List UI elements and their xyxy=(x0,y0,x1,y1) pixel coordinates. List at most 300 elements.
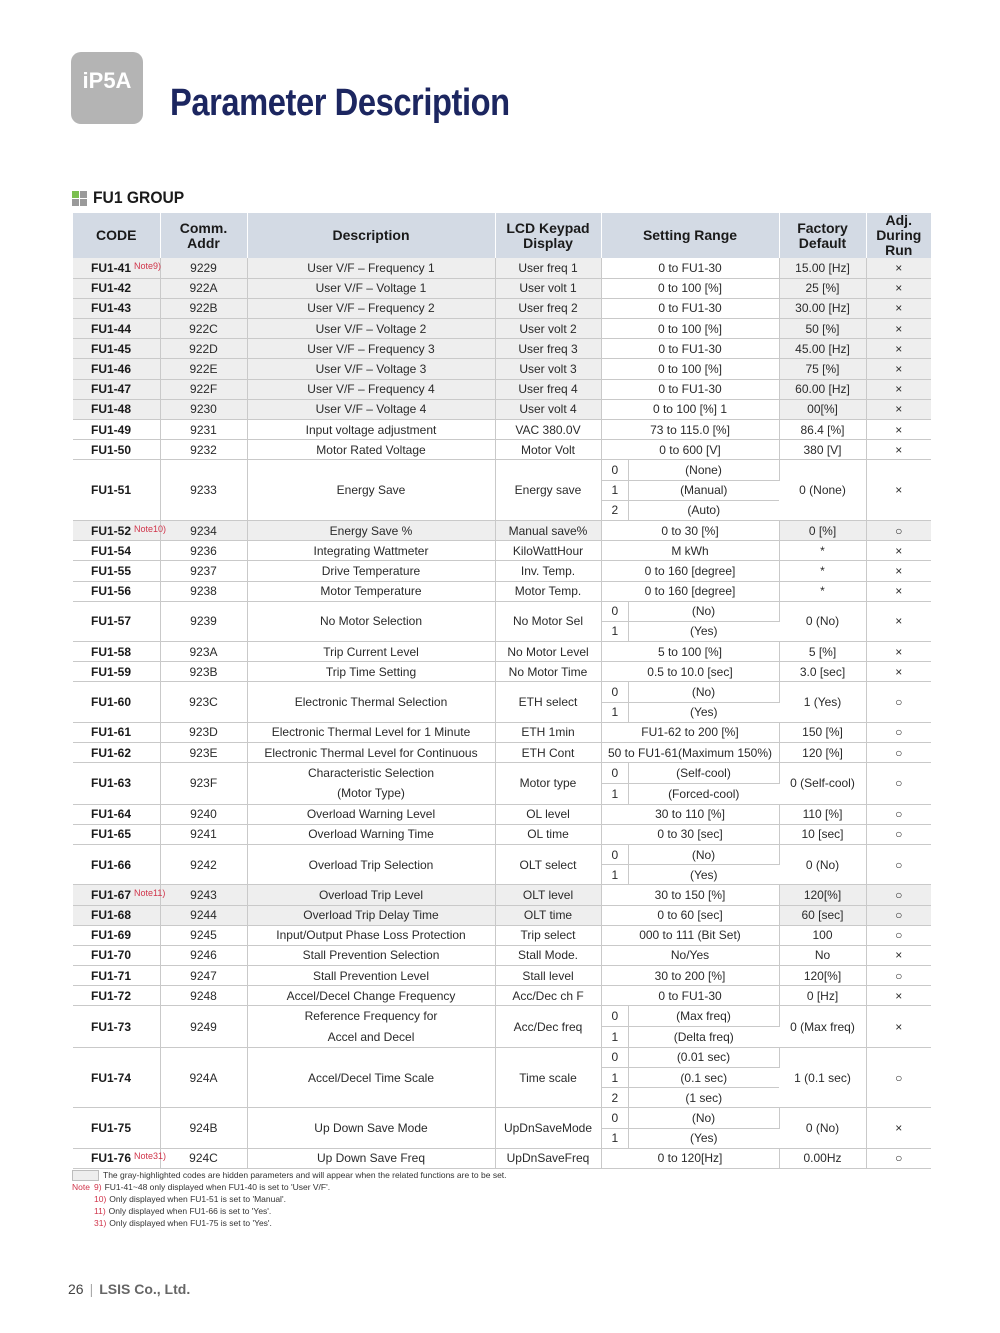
gray-swatch xyxy=(72,1170,99,1181)
note-label xyxy=(72,1205,94,1217)
description-line: Electronic Thermal Level for 1 Minute xyxy=(271,725,471,740)
table-row xyxy=(73,520,931,540)
adj-during-run: × xyxy=(866,258,931,278)
description xyxy=(247,258,495,278)
option-label: (Forced-cool) xyxy=(628,783,779,804)
description-line: Overload Trip Level xyxy=(318,887,424,902)
param-code xyxy=(73,945,160,965)
comm-addr: 9247 xyxy=(160,966,247,986)
description xyxy=(247,1047,495,1108)
note-text: FU1-41~48 only displayed when FU1-40 is set to 'User V/F'. xyxy=(104,1182,331,1192)
table-row xyxy=(73,460,931,480)
adj-during-run: × xyxy=(866,420,931,440)
table-row xyxy=(73,420,931,440)
comm-addr: 9234 xyxy=(160,520,247,540)
table-header-row xyxy=(73,213,931,258)
table-row xyxy=(73,1047,931,1067)
description-line: Overload Warning Level xyxy=(306,807,436,822)
code-text: FU1-76 xyxy=(91,1151,132,1166)
code-text: FU1-69 xyxy=(91,928,132,943)
parameter-table xyxy=(73,213,931,1169)
note-number: 11) xyxy=(94,1206,106,1216)
description-line: Energy Save xyxy=(336,483,406,498)
lcd-display: Stall Mode. xyxy=(495,945,601,965)
factory-default: 0 (None) xyxy=(779,460,866,521)
option-label: (Delta freq) xyxy=(628,1027,779,1048)
option-value: 1 xyxy=(601,1128,628,1148)
code-text: FU1-63 xyxy=(91,776,132,791)
description-line: Electronic Thermal Level for Continuous xyxy=(264,745,478,760)
adj-during-run: ○ xyxy=(866,743,931,763)
table-row xyxy=(73,1148,931,1168)
table-row xyxy=(73,541,931,561)
param-code xyxy=(73,278,160,298)
param-code xyxy=(73,601,160,641)
lcd-display: Time scale xyxy=(495,1047,601,1108)
comm-addr: 922C xyxy=(160,319,247,339)
factory-default: 50 [%] xyxy=(779,319,866,339)
table-row xyxy=(73,642,931,662)
comm-addr: 9236 xyxy=(160,541,247,561)
table-row xyxy=(73,339,931,359)
code-text: FU1-57 xyxy=(91,614,132,629)
code-text: FU1-54 xyxy=(91,543,132,558)
adj-during-run: × xyxy=(866,440,931,460)
setting-range: 0 to 100 [%] xyxy=(601,359,779,379)
comm-addr: 9248 xyxy=(160,986,247,1006)
header-comm-addr: Comm. Addr xyxy=(160,213,247,258)
adj-during-run: ○ xyxy=(866,682,931,722)
comm-addr: 9249 xyxy=(160,1006,247,1047)
comm-addr: 9238 xyxy=(160,581,247,601)
adj-during-run: ○ xyxy=(866,763,931,804)
factory-default: 5 [%] xyxy=(779,642,866,662)
lcd-display: Acc/Dec ch F xyxy=(495,986,601,1006)
description-line: User V/F – Frequency 3 xyxy=(307,341,435,356)
factory-default: 10 [sec] xyxy=(779,824,866,844)
setting-range: 30 to 150 [%] xyxy=(601,885,779,905)
param-code xyxy=(73,743,160,763)
setting-range: 0 to 60 [sec] xyxy=(601,905,779,925)
description xyxy=(247,561,495,581)
factory-default: 86.4 [%] xyxy=(779,420,866,440)
table-row xyxy=(73,905,931,925)
header-factory-default: Factory Default xyxy=(779,213,866,258)
footer-separator: | xyxy=(89,1281,94,1297)
description-line: Input voltage adjustment xyxy=(305,422,437,437)
setting-range: 30 to 110 [%] xyxy=(601,804,779,824)
description-line: User V/F – Frequency 1 xyxy=(307,260,435,275)
factory-default: 150 [%] xyxy=(779,722,866,742)
code-text: FU1-62 xyxy=(91,745,132,760)
factory-default: 15.00 [Hz] xyxy=(779,258,866,278)
description-line: Trip Time Setting xyxy=(325,664,417,679)
description xyxy=(247,278,495,298)
legend-text: The gray-highlighted codes are hidden parameters and will appear when the related functions are to be set. xyxy=(103,1170,507,1180)
lcd-display: Motor Temp. xyxy=(495,581,601,601)
setting-range: 0 to 160 [degree] xyxy=(601,581,779,601)
lcd-display: User freq 1 xyxy=(495,258,601,278)
option-value: 0 xyxy=(601,1108,628,1128)
code-text: FU1-65 xyxy=(91,827,132,842)
adj-during-run: ○ xyxy=(866,722,931,742)
table-row xyxy=(73,763,931,784)
header-lcd-display: LCD Keypad Display xyxy=(495,213,601,258)
param-code xyxy=(73,339,160,359)
description-line: Accel/Decel Time Scale xyxy=(307,1070,435,1085)
setting-range: No/Yes xyxy=(601,945,779,965)
param-code xyxy=(73,399,160,419)
description xyxy=(247,986,495,1006)
code-text: FU1-72 xyxy=(91,988,132,1003)
note-reference: Note31) xyxy=(134,1151,167,1162)
param-code xyxy=(73,258,160,278)
comm-addr: 9229 xyxy=(160,258,247,278)
lcd-display: Energy save xyxy=(495,460,601,521)
note-number: 10) xyxy=(94,1194,107,1204)
description-line: Stall Prevention Level xyxy=(312,968,430,983)
code-text: FU1-67 xyxy=(91,887,132,902)
adj-during-run: ○ xyxy=(866,1148,931,1168)
header-code: CODE xyxy=(73,213,160,258)
comm-addr: 9244 xyxy=(160,905,247,925)
lcd-display: OL level xyxy=(495,804,601,824)
description xyxy=(247,359,495,379)
option-value: 1 xyxy=(601,1068,628,1088)
description xyxy=(247,581,495,601)
adj-during-run: × xyxy=(866,1108,931,1148)
adj-during-run: ○ xyxy=(866,1047,931,1108)
param-code xyxy=(73,925,160,945)
factory-default: 3.0 [sec] xyxy=(779,662,866,682)
param-code xyxy=(73,885,166,905)
comm-addr: 923D xyxy=(160,722,247,742)
table-row xyxy=(73,804,931,824)
setting-range: FU1-62 to 200 [%] xyxy=(601,722,779,742)
lcd-display: KiloWattHour xyxy=(495,541,601,561)
group-heading xyxy=(72,188,192,208)
lcd-display: VAC 380.0V xyxy=(495,420,601,440)
description-line: Up Down Save Mode xyxy=(314,1121,428,1136)
lcd-display: User volt 1 xyxy=(495,278,601,298)
adj-during-run: × xyxy=(866,662,931,682)
factory-default: 25 [%] xyxy=(779,278,866,298)
table-row xyxy=(73,722,931,742)
option-label: (None) xyxy=(628,460,779,480)
lcd-display: User volt 2 xyxy=(495,319,601,339)
description xyxy=(247,824,495,844)
factory-default: 110 [%] xyxy=(779,804,866,824)
code-text: FU1-43 xyxy=(91,301,132,316)
code-text: FU1-71 xyxy=(91,968,132,983)
option-value: 0 xyxy=(601,682,628,702)
table-row xyxy=(73,1006,931,1027)
option-value: 0 xyxy=(601,601,628,621)
lcd-display: ETH 1min xyxy=(495,722,601,742)
description xyxy=(247,1148,495,1168)
factory-default: * xyxy=(779,541,866,561)
option-value: 1 xyxy=(601,1027,628,1048)
description xyxy=(247,460,495,521)
comm-addr: 923B xyxy=(160,662,247,682)
option-label: (Yes) xyxy=(628,621,779,641)
description-line: Stall Prevention Selection xyxy=(302,948,440,963)
table-row xyxy=(73,824,931,844)
param-code xyxy=(73,359,160,379)
code-text: FU1-44 xyxy=(91,321,132,336)
option-label: (Self-cool) xyxy=(628,763,779,784)
factory-default: No xyxy=(779,945,866,965)
option-label: (Yes) xyxy=(628,865,779,885)
description-line: User V/F – Voltage 1 xyxy=(315,281,427,296)
option-value: 1 xyxy=(601,865,628,885)
comm-addr: 9230 xyxy=(160,399,247,419)
setting-range: M kWh xyxy=(601,541,779,561)
lcd-display: UpDnSaveFreq xyxy=(495,1148,601,1168)
table-row xyxy=(73,945,931,965)
adj-during-run: × xyxy=(866,561,931,581)
lcd-display: No Motor Time xyxy=(495,662,601,682)
page-footer xyxy=(68,1281,190,1297)
description xyxy=(247,885,495,905)
lcd-display: Motor Volt xyxy=(495,440,601,460)
description-line: Overload Warning Time xyxy=(308,827,434,842)
setting-range: 0 to FU1-30 xyxy=(601,986,779,1006)
code-text: FU1-47 xyxy=(91,382,132,397)
comm-addr: 9240 xyxy=(160,804,247,824)
factory-default: 120[%] xyxy=(779,966,866,986)
note-item xyxy=(72,1205,507,1217)
table-row xyxy=(73,440,931,460)
factory-default: 0 (Self-cool) xyxy=(779,763,866,804)
table-row xyxy=(73,743,931,763)
option-label: (Max freq) xyxy=(628,1006,779,1027)
table-row xyxy=(73,278,931,298)
header-description: Description xyxy=(247,213,495,258)
code-text: FU1-75 xyxy=(91,1121,132,1136)
option-value: 2 xyxy=(601,500,628,520)
comm-addr: 922B xyxy=(160,298,247,318)
description-line: User V/F – Frequency 4 xyxy=(307,382,435,397)
description-line: Accel and Decel xyxy=(327,1029,415,1044)
adj-during-run: × xyxy=(866,460,931,521)
factory-default: 0.00Hz xyxy=(779,1148,866,1168)
adj-during-run: ○ xyxy=(866,804,931,824)
setting-range: 0 to 30 [sec] xyxy=(601,824,779,844)
description xyxy=(247,319,495,339)
lcd-display: User freq 2 xyxy=(495,298,601,318)
description-line: User V/F – Voltage 4 xyxy=(315,402,427,417)
adj-during-run: × xyxy=(866,319,931,339)
option-value: 2 xyxy=(601,1088,628,1108)
page-title: Parameter Description xyxy=(170,82,510,124)
adj-during-run: ○ xyxy=(866,520,931,540)
code-text: FU1-55 xyxy=(91,563,132,578)
adj-during-run: × xyxy=(866,601,931,641)
lcd-display: OLT time xyxy=(495,905,601,925)
description xyxy=(247,743,495,763)
note-reference: Note10) xyxy=(134,523,167,534)
factory-default: 0 [Hz] xyxy=(779,986,866,1006)
header-adj-during-run: Adj. During Run xyxy=(866,213,931,258)
setting-range: 73 to 115.0 [%] xyxy=(601,420,779,440)
note-label: Note xyxy=(72,1182,90,1192)
description xyxy=(247,945,495,965)
product-badge: iP5A xyxy=(71,52,143,124)
setting-range: 0 to FU1-30 xyxy=(601,379,779,399)
option-value: 1 xyxy=(601,702,628,722)
table-row xyxy=(73,561,931,581)
option-value: 1 xyxy=(601,783,628,804)
setting-range: 0 to 100 [%] xyxy=(601,319,779,339)
adj-during-run: × xyxy=(866,986,931,1006)
param-code xyxy=(73,561,160,581)
description xyxy=(247,440,495,460)
factory-default: 120[%] xyxy=(779,885,866,905)
comm-addr: 9245 xyxy=(160,925,247,945)
param-code xyxy=(73,722,160,742)
description xyxy=(247,1006,495,1047)
setting-range: 0 to 600 [V] xyxy=(601,440,779,460)
option-label: (1 sec) xyxy=(628,1088,779,1108)
note-label xyxy=(72,1193,94,1205)
note-number: 31) xyxy=(94,1218,107,1228)
description-line: Electronic Thermal Selection xyxy=(294,695,448,710)
option-value: 0 xyxy=(601,1047,628,1067)
code-text: FU1-50 xyxy=(91,442,132,457)
note-reference: Note9) xyxy=(134,260,162,271)
setting-range: 000 to 111 (Bit Set) xyxy=(601,925,779,945)
description-line: Integrating Wattmeter xyxy=(313,543,429,558)
table-row xyxy=(73,319,931,339)
param-code xyxy=(73,420,160,440)
lcd-display: Stall level xyxy=(495,966,601,986)
table-row xyxy=(73,966,931,986)
factory-default: 0 (No) xyxy=(779,601,866,641)
code-text: FU1-61 xyxy=(91,725,132,740)
table-row xyxy=(73,986,931,1006)
param-code xyxy=(73,1047,160,1108)
param-code xyxy=(73,986,160,1006)
lcd-display: No Motor Level xyxy=(495,642,601,662)
table-row xyxy=(73,399,931,419)
adj-during-run: × xyxy=(866,642,931,662)
parameter-table-body xyxy=(73,258,931,1168)
description-line: User V/F – Voltage 3 xyxy=(315,362,427,377)
factory-default: 1 (0.1 sec) xyxy=(779,1047,866,1108)
option-label: (No) xyxy=(628,1108,779,1128)
adj-during-run: × xyxy=(866,278,931,298)
lcd-display: User volt 4 xyxy=(495,399,601,419)
lcd-display: UpDnSaveMode xyxy=(495,1108,601,1148)
option-value: 1 xyxy=(601,621,628,641)
param-code xyxy=(73,844,160,884)
table-row xyxy=(73,359,931,379)
description xyxy=(247,399,495,419)
lcd-display: Acc/Dec freq xyxy=(495,1006,601,1047)
note-item xyxy=(72,1217,507,1229)
table-row xyxy=(73,581,931,601)
comm-addr: 9231 xyxy=(160,420,247,440)
description xyxy=(247,722,495,742)
code-text: FU1-56 xyxy=(91,584,132,599)
option-value: 0 xyxy=(601,844,628,864)
table-row xyxy=(73,601,931,621)
param-code xyxy=(73,763,160,804)
comm-addr: 922F xyxy=(160,379,247,399)
description-line: No Motor Selection xyxy=(319,614,423,629)
adj-during-run: × xyxy=(866,1006,931,1047)
description xyxy=(247,905,495,925)
table-row xyxy=(73,885,931,905)
note-item xyxy=(72,1181,507,1193)
description-line: Up Down Save Freq xyxy=(316,1151,426,1166)
factory-default: 0 [%] xyxy=(779,520,866,540)
comm-addr: 923C xyxy=(160,682,247,722)
lcd-display: Motor type xyxy=(495,763,601,804)
note-text: Only displayed when FU1-66 is set to 'Yes'. xyxy=(108,1206,272,1216)
param-code xyxy=(73,581,160,601)
description xyxy=(247,966,495,986)
option-label: (Yes) xyxy=(628,1128,779,1148)
description xyxy=(247,844,495,884)
company-name: LSIS Co., Ltd. xyxy=(99,1281,191,1297)
comm-addr: 923F xyxy=(160,763,247,804)
factory-default: 00[%] xyxy=(779,399,866,419)
adj-during-run: ○ xyxy=(866,925,931,945)
description-line: Overload Trip Delay Time xyxy=(303,908,439,923)
comm-addr: 9232 xyxy=(160,440,247,460)
lcd-display: Trip select xyxy=(495,925,601,945)
param-code xyxy=(73,642,160,662)
adj-during-run: ○ xyxy=(866,885,931,905)
setting-range: 0 to FU1-30 xyxy=(601,339,779,359)
description xyxy=(247,662,495,682)
code-text: FU1-68 xyxy=(91,908,132,923)
note-item xyxy=(72,1193,507,1205)
comm-addr: 924B xyxy=(160,1108,247,1148)
adj-during-run: ○ xyxy=(866,844,931,884)
description-line: Accel/Decel Change Frequency xyxy=(286,988,456,1003)
description-line: Motor Rated Voltage xyxy=(316,442,426,457)
adj-during-run: ○ xyxy=(866,966,931,986)
option-value: 0 xyxy=(601,763,628,784)
param-code xyxy=(73,905,160,925)
code-text: FU1-74 xyxy=(91,1070,132,1085)
description-line: (Motor Type) xyxy=(337,786,405,801)
code-text: FU1-60 xyxy=(91,695,132,710)
lcd-display: OLT level xyxy=(495,885,601,905)
description-line: Trip Current Level xyxy=(323,644,419,659)
code-text: FU1-48 xyxy=(91,402,132,417)
note-number: 9) xyxy=(94,1182,102,1192)
table-row xyxy=(73,662,931,682)
factory-default: * xyxy=(779,561,866,581)
factory-default: 60.00 [Hz] xyxy=(779,379,866,399)
param-code xyxy=(73,824,160,844)
factory-default: 0 (No) xyxy=(779,1108,866,1148)
adj-during-run: × xyxy=(866,359,931,379)
lcd-display: OLT select xyxy=(495,844,601,884)
description-line: Overload Trip Selection xyxy=(308,857,434,872)
description-line: Reference Frequency for xyxy=(304,1009,438,1024)
factory-default: * xyxy=(779,581,866,601)
note-text: Only displayed when FU1-75 is set to 'Yes'. xyxy=(109,1218,272,1228)
option-value: 0 xyxy=(601,1006,628,1027)
param-code xyxy=(73,1148,167,1168)
factory-default: 45.00 [Hz] xyxy=(779,339,866,359)
code-text: FU1-66 xyxy=(91,857,132,872)
